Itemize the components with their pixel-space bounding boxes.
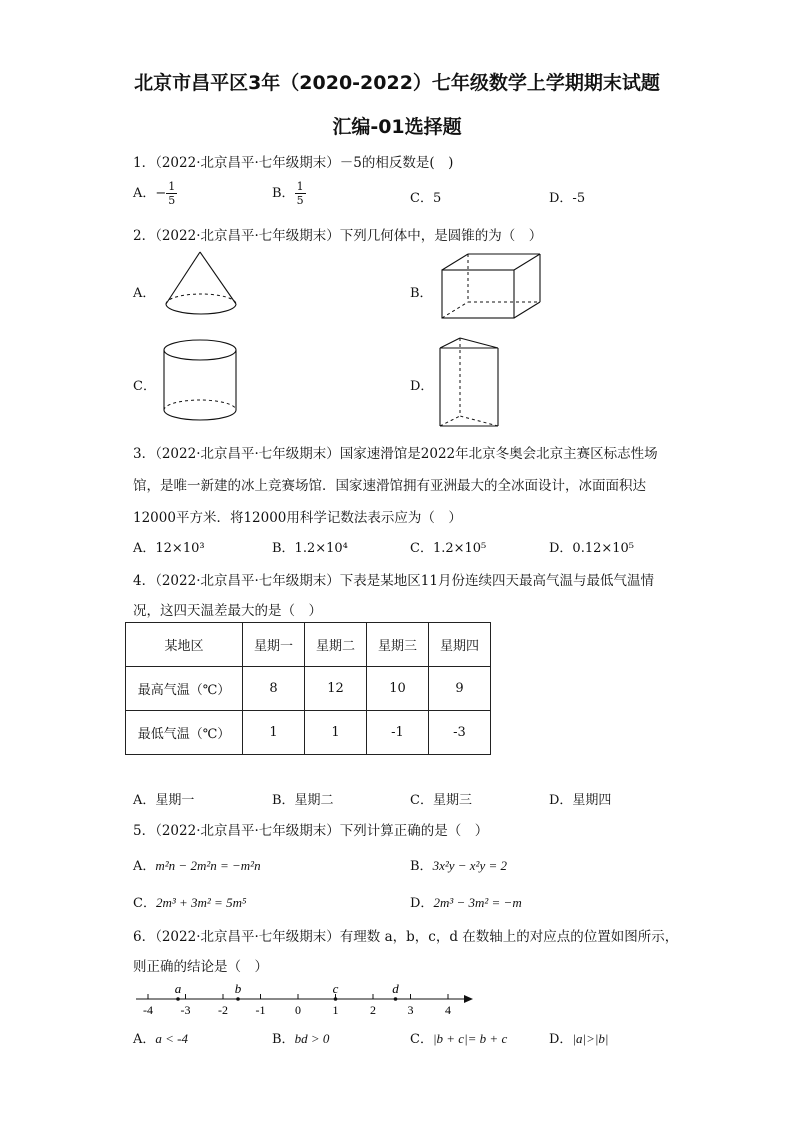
q1-stem: 1．（2022·北京昌平·七年级期末）－5的相反数是( ) — [133, 155, 454, 171]
number-line-point-c — [334, 997, 338, 1001]
table-cell: -3 — [429, 711, 491, 755]
table-cell: 最低气温（℃） — [126, 711, 243, 755]
number-line-figure — [130, 975, 480, 1021]
table-header-cell: 星期四 — [429, 623, 491, 667]
q1-option-a-fraction — [166, 180, 177, 207]
q1-b-denominator: 5 — [296, 194, 304, 207]
number-line-tick-label: 0 — [295, 1003, 301, 1017]
q6-option-c[interactable] — [410, 1028, 507, 1047]
q4-option-d[interactable]: D．星期四 — [549, 793, 612, 808]
q5-option-b-label: B． — [410, 859, 433, 874]
q5-option-c-expr: 2m³ + 3m² = 5m⁵ — [155, 895, 247, 910]
q6-line1: 6．（2022·北京昌平·七年级期末）有理数 a，b，c，d 在数轴上的对应点的位置如图所示， — [133, 929, 679, 945]
q5-option-a-expr: m²n − 2m²n = −m²n — [155, 858, 261, 873]
q1-a-numerator: 1 — [168, 180, 176, 193]
q3-option-b[interactable]: B．1.2×10⁴ — [272, 541, 348, 556]
table-cell: 10 — [367, 667, 429, 711]
q5-stem: 5．（2022·北京昌平·七年级期末）下列计算正确的是（ ） — [133, 823, 489, 839]
table-header-row — [126, 623, 491, 667]
q4-option-a[interactable]: A．星期一 — [133, 793, 195, 808]
q3-line2: 馆，是唯一新建的冰上竞赛场馆．国家速滑馆拥有亚洲最大的全冰面设计，冰面面积达 — [133, 478, 646, 494]
number-line-tick-label: 2 — [370, 1003, 376, 1017]
q5-option-a-label: A． — [133, 859, 156, 874]
q6-option-b-expr: bd > 0 — [294, 1031, 330, 1046]
number-line-point-b — [236, 997, 240, 1001]
q4-option-c[interactable]: C．星期三 — [410, 793, 472, 808]
q1-option-a[interactable] — [133, 180, 177, 207]
number-line-tick-label: 3 — [407, 1003, 414, 1017]
q2-option-d-label[interactable]: D． — [410, 379, 434, 394]
q6-option-b[interactable] — [272, 1028, 329, 1047]
number-line-tick-label: -2 — [218, 1003, 228, 1017]
page-subtitle: 汇编-01选择题 — [332, 116, 462, 138]
page-title: 北京市昌平区3年（2020-2022）七年级数学上学期期末试题 — [134, 72, 660, 94]
q3-option-d[interactable]: D．0.12×10⁵ — [549, 541, 635, 556]
number-line-point-label: a — [174, 981, 182, 996]
table-cell: 9 — [429, 667, 491, 711]
number-line-point-a — [176, 997, 180, 1001]
table-cell: 12 — [305, 667, 367, 711]
q5-option-b-expr: 3x²y − x²y = 2 — [432, 858, 507, 873]
table-cell: 8 — [243, 667, 305, 711]
number-line-tick-label: -4 — [143, 1003, 153, 1017]
q2-option-b-label[interactable]: B． — [410, 286, 433, 301]
q6-option-c-label: C． — [410, 1032, 433, 1047]
table-header-cell: 星期三 — [367, 623, 429, 667]
q6-option-a[interactable] — [133, 1028, 188, 1047]
q3-option-c[interactable]: C．1.2×10⁵ — [410, 541, 487, 556]
number-line-tick-label: 4 — [445, 1003, 451, 1017]
q2-option-c-label[interactable]: C． — [133, 379, 156, 394]
table-cell: 1 — [305, 711, 367, 755]
table-header-cell: 星期二 — [305, 623, 367, 667]
q6-option-d[interactable] — [549, 1028, 609, 1047]
q1-option-b-fraction — [295, 180, 306, 207]
number-line-point-d — [394, 997, 398, 1001]
q1-option-a-label: A． — [133, 186, 156, 201]
q5-option-d[interactable] — [410, 892, 522, 911]
q1-option-b[interactable] — [272, 180, 306, 207]
number-line-tick-label: -1 — [255, 1003, 266, 1017]
q6-option-d-expr: |a|>|b| — [572, 1031, 609, 1046]
table-header-cell: 星期一 — [243, 623, 305, 667]
cuboid-figure — [436, 250, 548, 324]
q6-option-d-label: D． — [549, 1032, 573, 1047]
q5-option-d-label: D． — [410, 896, 434, 911]
number-line-point-label: b — [234, 981, 242, 996]
q3-option-a[interactable]: A．12×10³ — [133, 541, 205, 556]
q2-option-a-label[interactable]: A． — [133, 286, 156, 301]
q1-option-a-sign: − — [155, 186, 167, 201]
number-line-tick-label: 1 — [332, 1003, 339, 1017]
q6-line2: 则正确的结论是（ ） — [133, 959, 268, 975]
q5-option-c[interactable] — [133, 892, 246, 911]
number-line-point-label: d — [392, 981, 399, 996]
q5-option-c-label: C． — [133, 896, 156, 911]
q5-option-d-expr: 2m³ − 3m² = −m — [433, 895, 522, 910]
q1-option-c[interactable]: C．5 — [410, 191, 442, 206]
q1-option-d[interactable]: D．-5 — [549, 191, 586, 206]
triangular-prism-figure — [434, 334, 506, 432]
table-cell: 最高气温（℃） — [126, 667, 243, 711]
q1-a-denominator: 5 — [168, 194, 176, 207]
cone-figure — [160, 248, 244, 322]
q1-option-b-label: B． — [272, 186, 295, 201]
q4-line1: 4．（2022·北京昌平·七年级期末）下表是某地区11月份连续四天最高气温与最低气温情 — [133, 573, 654, 589]
number-line-tick-label: -3 — [180, 1003, 191, 1017]
number-line-point-label: c — [332, 981, 339, 996]
table-header-cell: 某地区 — [126, 623, 243, 667]
q6-option-c-expr: |b + c|= b + c — [432, 1031, 508, 1046]
q3-line1: 3．（2022·北京昌平·七年级期末）国家速滑馆是2022年北京冬奥会北京主赛区标志性场 — [133, 446, 658, 462]
q4-option-b[interactable]: B．星期二 — [272, 793, 334, 808]
q5-option-b[interactable] — [410, 855, 507, 874]
q6-option-a-label: A． — [133, 1032, 156, 1047]
q1-b-numerator: 1 — [296, 180, 304, 193]
cylinder-figure — [160, 336, 244, 428]
q4-line2: 况，这四天温差最大的是（ ） — [133, 603, 322, 619]
q5-option-a[interactable] — [133, 855, 261, 874]
number-line-arrow-icon — [464, 995, 473, 1003]
table-cell: -1 — [367, 711, 429, 755]
temperature-table — [125, 622, 491, 755]
q3-line3: 12000平方米．将12000用科学记数法表示应为（ ） — [133, 510, 462, 526]
q6-option-a-expr: a < -4 — [155, 1031, 188, 1046]
table-row — [126, 711, 491, 755]
q6-option-b-label: B． — [272, 1032, 295, 1047]
table-cell: 1 — [243, 711, 305, 755]
q2-stem: 2．（2022·北京昌平·七年级期末）下列几何体中，是圆锥的为（ ） — [133, 228, 543, 244]
table-row — [126, 667, 491, 711]
